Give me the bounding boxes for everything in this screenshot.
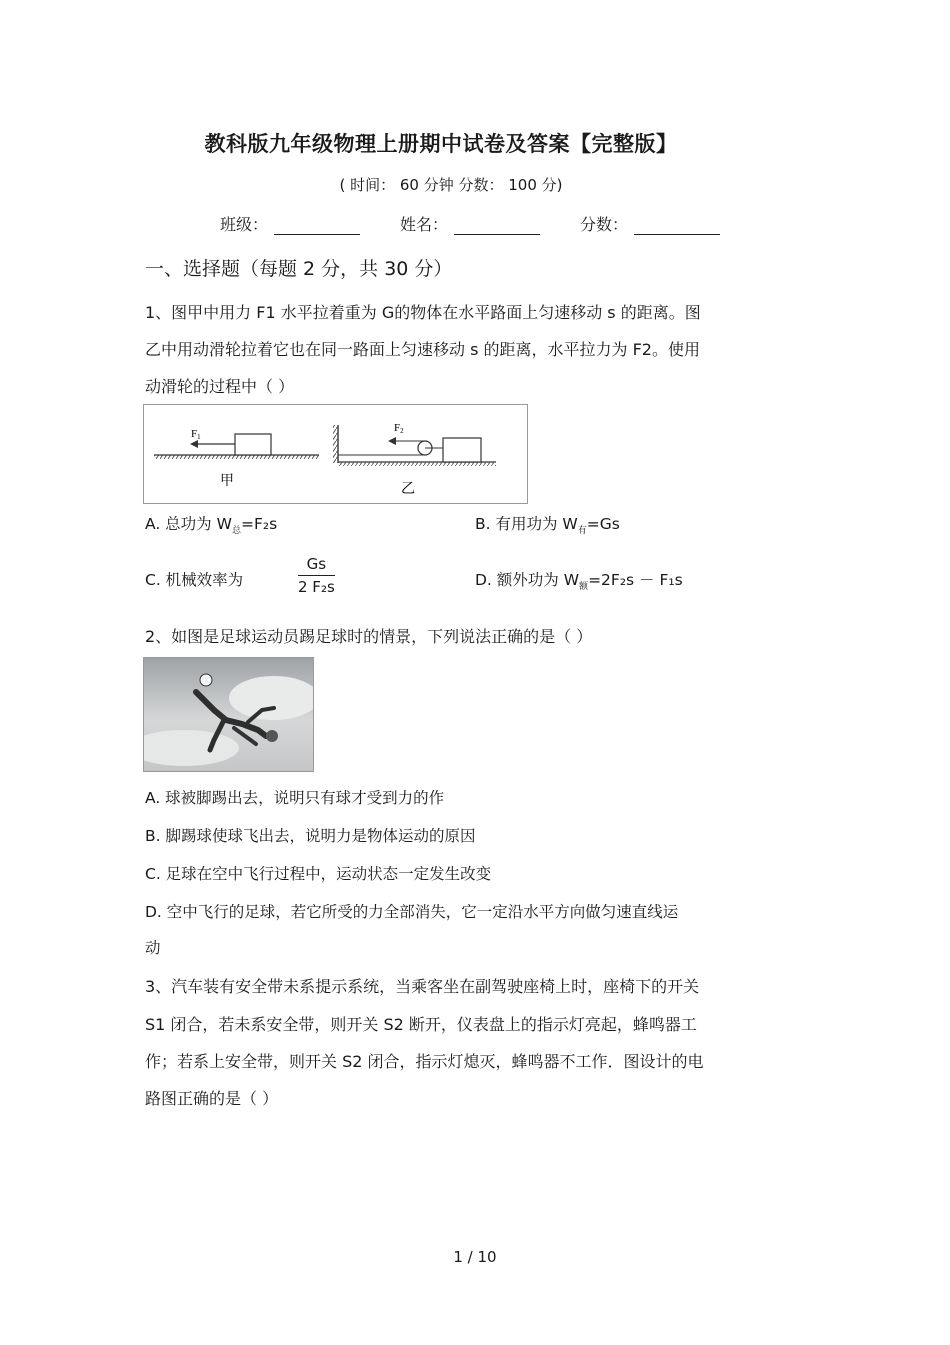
q3-line2: S1 闭合，若未系安全带，则开关 S2 断开，仪表盘上的指示灯亮起，蜂鸣器工 <box>145 1015 697 1034</box>
q1-option-d[interactable]: D. 额外功为 $W_额=2F_2s - F_1s$ <box>475 571 683 593</box>
label-jia: 甲 <box>220 473 234 489</box>
page-number: 1 / 10 <box>453 1248 497 1266</box>
q1-option-b[interactable]: B. 有用功为 $W_有=Gs$ <box>475 515 620 537</box>
fraction-bar <box>298 575 335 576</box>
f1-label: F1 <box>191 428 201 441</box>
class-blank[interactable] <box>274 216 360 235</box>
q1-line2: 乙中用动滑轮拉着它也在同一路面上匀速移动 s 的距离，水平拉力为 F2。使用 <box>145 340 700 359</box>
section-heading: 一、选择题（每题 2 分，共 30 分） <box>145 258 453 280</box>
score-label: 分数： <box>580 215 629 234</box>
q3-line1: 3、汽车装有安全带未系提示系统，当乘客坐在副驾驶座椅上时，座椅下的开关 <box>145 977 700 996</box>
student-info-fields <box>220 212 720 235</box>
efficiency-fraction <box>298 555 335 596</box>
q2-option-d[interactable]: D. 空中飞行的足球，若它所受的力全部消失，它一定沿水平方向做匀速直线运 <box>145 903 679 921</box>
name-blank[interactable] <box>454 216 540 235</box>
fraction-numerator: Gs <box>306 555 327 573</box>
q2-figure <box>143 657 314 772</box>
q2-option-c[interactable]: C. 足球在空中飞行过程中，运动状态一定发生改变 <box>145 865 492 883</box>
figure-yi <box>333 422 496 497</box>
q1-option-c[interactable]: C. 机械效率为 <box>145 571 244 589</box>
label-yi: 乙 <box>401 481 415 497</box>
q2-option-a[interactable]: A. 球被脚踢出去，说明只有球才受到力的作 <box>145 789 445 807</box>
f2-label: F2 <box>394 422 404 435</box>
q3-line4: 路图正确的是（ ） <box>145 1089 279 1108</box>
name-label: 姓名： <box>400 215 449 234</box>
q1-option-a[interactable]: A. 总功为 $W_总=F_2s$ <box>145 515 278 537</box>
fraction-denominator: 2 F₂s <box>298 578 335 596</box>
block-yi <box>443 438 481 462</box>
ball-icon <box>200 674 212 686</box>
block-jia <box>235 434 271 455</box>
q1-figure <box>143 404 528 504</box>
q2-option-d-cont: 动 <box>145 939 161 957</box>
q2-option-b[interactable]: B. 脚踢球使球飞出去，说明力是物体运动的原因 <box>145 827 476 845</box>
player-head <box>266 730 278 742</box>
score-blank[interactable] <box>634 216 720 235</box>
pulley-diagram <box>144 405 527 503</box>
page-title: 教科版九年级物理上册期中试卷及答案【完整版】 <box>204 132 678 156</box>
q1-line3: 动滑轮的过程中（ ） <box>145 377 295 396</box>
q2-line1: 2、如图是足球运动员踢足球时的情景，下列说法正确的是（ ） <box>145 627 593 646</box>
class-label: 班级： <box>220 215 269 234</box>
q1-line1: 1、图甲中用力 F1 水平拉着重为 G的物体在水平路面上匀速移动 s 的距离。图 <box>145 303 701 322</box>
soccer-photo <box>144 658 313 771</box>
q3-line3: 作；若系上安全带，则开关 S2 闭合，指示灯熄灭，蜂鸣器不工作．图设计的电 <box>145 1052 704 1071</box>
figure-jia <box>154 428 319 489</box>
exam-meta: ( 时间： 60 分钟 分数： 100 分) <box>339 176 563 194</box>
